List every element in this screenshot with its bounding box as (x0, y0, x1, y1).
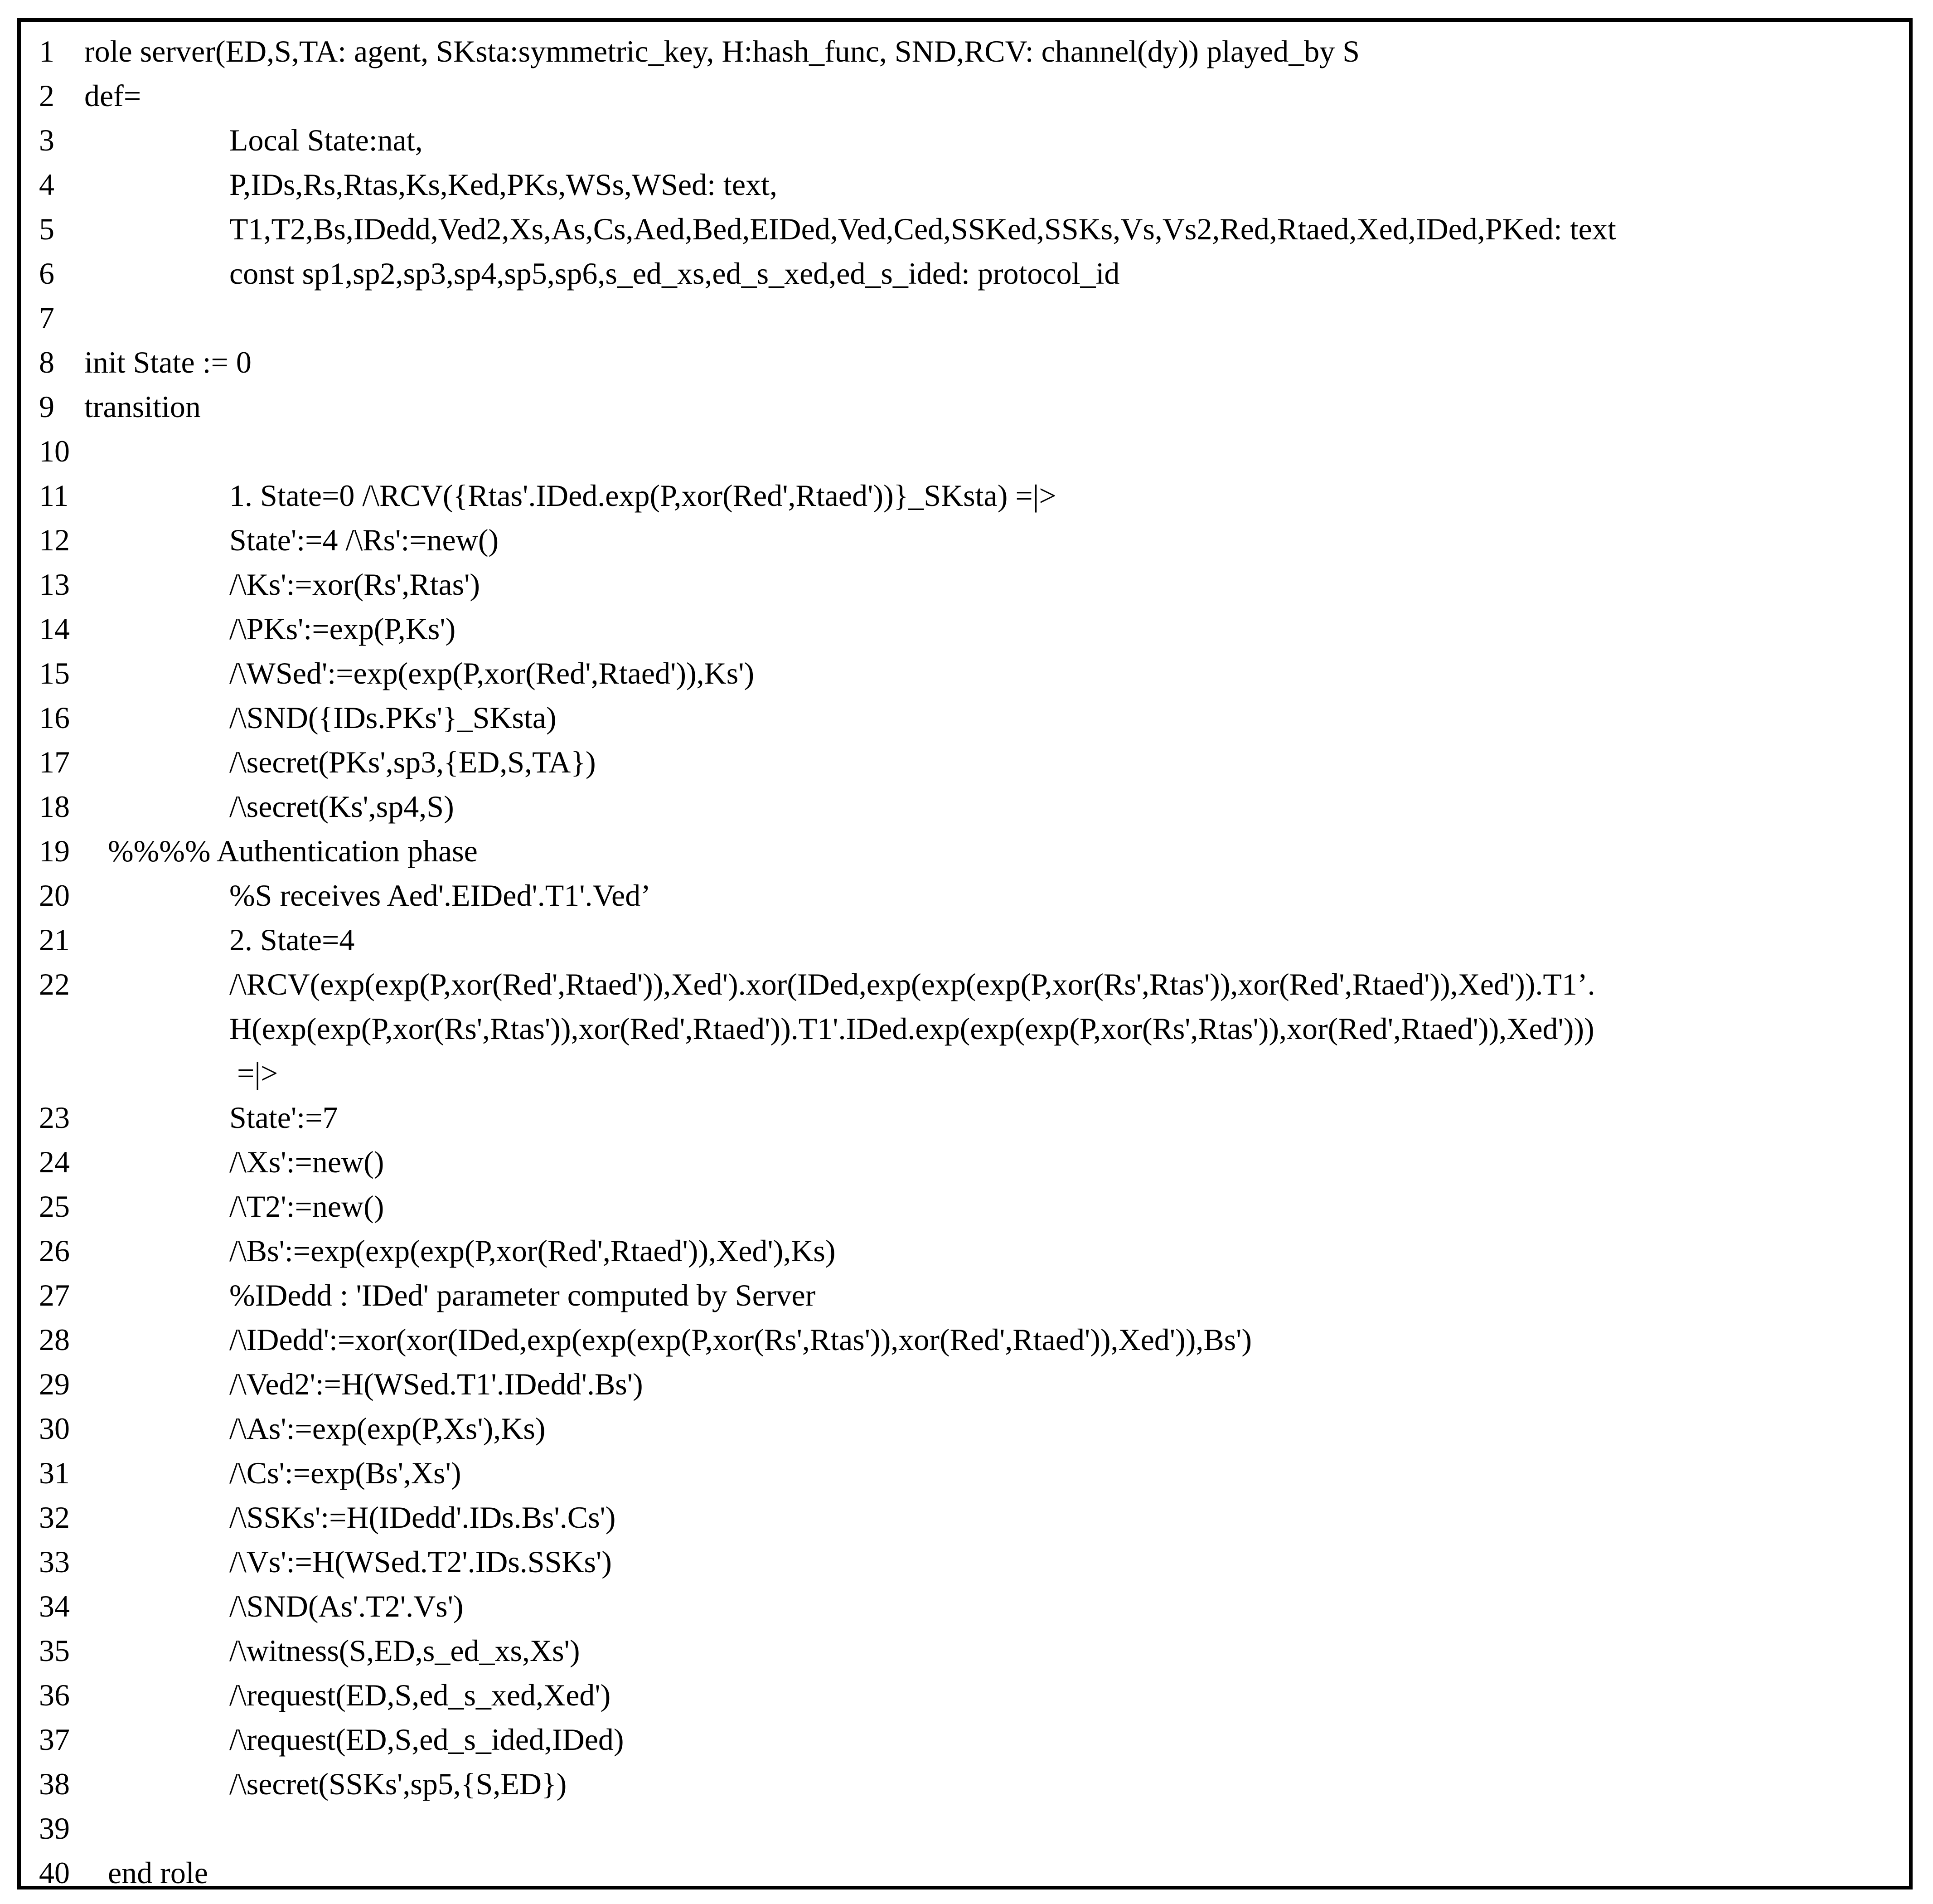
code-line (21, 1451, 1909, 1495)
code-line (21, 607, 1909, 651)
line-number: 8 (39, 345, 54, 379)
line-text: /\request(ED,S,ed_s_xed,Xed') (229, 1678, 611, 1712)
line-number: 7 (39, 301, 54, 335)
line-number: 20 (39, 878, 70, 913)
code-line (21, 740, 1909, 784)
line-number: 39 (39, 1811, 70, 1846)
line-number: 19 (39, 834, 70, 868)
line-text: State':=4 /\Rs':=new() (229, 523, 499, 557)
code-line (21, 1317, 1909, 1362)
line-number: 10 (39, 434, 70, 468)
line-text: role server(ED,S,TA: agent, SKsta:symmetric_key, H:hash_func, SND,RCV: channel(dy)) played_by S (84, 34, 1360, 68)
code-line (21, 1140, 1909, 1184)
line-text: /\SSKs':=H(IDedd'.IDs.Bs'.Cs') (229, 1500, 616, 1535)
code-line (21, 873, 1909, 918)
line-text: P,IDs,Rs,Rtas,Ks,Ked,PKs,WSs,WSed: text, (229, 167, 777, 202)
code-line (21, 1229, 1909, 1273)
line-text: end role (108, 1855, 208, 1890)
code-line (21, 1495, 1909, 1540)
code-listing (21, 22, 1909, 1890)
code-line (21, 1584, 1909, 1628)
line-text: T1,T2,Bs,IDedd,Ved2,Xs,As,Cs,Aed,Bed,EIDed,Ved,Ced,SSKed,SSKs,Vs,Vs2,Red,Rtaed,Xed,IDed,PKed: text (229, 212, 1616, 246)
line-text: /\witness(S,ED,s_ed_xs,Xs') (229, 1633, 580, 1668)
code-line (21, 29, 1909, 73)
line-number: 40 (39, 1855, 70, 1890)
code-line (21, 918, 1909, 962)
line-text: Local State:nat, (229, 123, 423, 157)
line-number: 26 (39, 1234, 70, 1268)
line-number: 38 (39, 1767, 70, 1801)
line-number: 18 (39, 789, 70, 824)
line-number: 33 (39, 1545, 70, 1579)
code-line (21, 1806, 1909, 1851)
code-listing-frame (17, 18, 1913, 1889)
line-number: 32 (39, 1500, 70, 1535)
line-text: transition (84, 389, 201, 424)
line-number: 23 (39, 1100, 70, 1135)
line-text: State':=7 (229, 1100, 338, 1135)
code-line (21, 384, 1909, 429)
line-number: 21 (39, 923, 70, 957)
line-text: /\SND(As'.T2'.Vs') (229, 1589, 464, 1623)
line-text: /\Vs':=H(WSed.T2'.IDs.SSKs') (229, 1545, 612, 1579)
code-line (21, 340, 1909, 384)
line-text: const sp1,sp2,sp3,sp4,sp5,sp6,s_ed_xs,ed_s_xed,ed_s_ided: protocol_id (229, 256, 1120, 291)
line-number: 5 (39, 212, 54, 246)
line-text: /\RCV(exp(exp(P,xor(Red',Rtaed')),Xed').xor(IDed,exp(exp(exp(P,xor(Rs',Rtas')),xor(Red',Rtaed')),Xed')).T1’. H(exp(exp(P,xor(Rs',Rtas')),xor(Red',Rtaed')).T1'.IDed.exp(exp(exp(P,xor(Rs',Rtas')),xor(Red',Rtaed')),Xed'))) =|> (229, 967, 1595, 1090)
line-text: /\Ks':=xor(Rs',Rtas') (229, 567, 480, 602)
code-line (21, 1273, 1909, 1317)
code-line (21, 695, 1909, 740)
code-line (21, 1362, 1909, 1406)
line-number: 15 (39, 656, 70, 690)
line-number: 22 (39, 967, 70, 1001)
code-line (21, 162, 1909, 207)
line-number: 11 (39, 478, 69, 513)
line-text: 2. State=4 (229, 923, 355, 957)
code-line (21, 429, 1909, 473)
line-number: 24 (39, 1145, 70, 1179)
line-number: 14 (39, 612, 70, 646)
code-line (21, 784, 1909, 829)
line-number: 34 (39, 1589, 70, 1623)
line-text: /\PKs':=exp(P,Ks') (229, 612, 456, 646)
line-text: /\T2':=new() (229, 1189, 384, 1224)
line-text: def= (84, 78, 141, 113)
line-number: 36 (39, 1678, 70, 1712)
line-number: 31 (39, 1456, 70, 1490)
line-text: /\secret(Ks',sp4,S) (229, 789, 454, 824)
code-line (21, 651, 1909, 695)
line-text: %%%% Authentication phase (108, 834, 478, 868)
code-line (21, 518, 1909, 562)
line-number: 25 (39, 1189, 70, 1224)
code-line (21, 1540, 1909, 1584)
code-line (21, 473, 1909, 518)
code-line (21, 829, 1909, 873)
code-line (21, 962, 1909, 1095)
line-number: 29 (39, 1367, 70, 1401)
line-text: /\Cs':=exp(Bs',Xs') (229, 1456, 461, 1490)
line-number: 9 (39, 389, 54, 424)
code-line (21, 251, 1909, 296)
line-number: 37 (39, 1722, 70, 1757)
code-line (21, 1851, 1909, 1895)
line-number: 30 (39, 1411, 70, 1446)
line-text: /\WSed':=exp(exp(P,xor(Red',Rtaed')),Ks') (229, 656, 755, 690)
line-text: /\Ved2':=H(WSed.T1'.IDedd'.Bs') (229, 1367, 643, 1401)
code-line (21, 1717, 1909, 1762)
line-number: 35 (39, 1633, 70, 1668)
line-text: /\SND({IDs.PKs'}_SKsta) (229, 700, 557, 735)
line-text: /\As':=exp(exp(P,Xs'),Ks) (229, 1411, 546, 1446)
line-text: /\IDedd':=xor(xor(IDed,exp(exp(exp(P,xor(Rs',Rtas')),xor(Red',Rtaed')),Xed')),Bs') (229, 1322, 1252, 1357)
code-line (21, 1095, 1909, 1140)
line-text: /\secret(SSKs',sp5,{S,ED}) (229, 1767, 567, 1801)
code-line (21, 1673, 1909, 1717)
code-line (21, 207, 1909, 251)
line-number: 6 (39, 256, 54, 291)
code-line (21, 118, 1909, 162)
line-number: 4 (39, 167, 54, 202)
line-number: 1 (39, 34, 54, 68)
line-number: 12 (39, 523, 70, 557)
line-text: 1. State=0 /\RCV({Rtas'.IDed.exp(P,xor(Red',Rtaed'))}_SKsta) =|> (229, 478, 1056, 513)
code-line (21, 73, 1909, 118)
code-line (21, 296, 1909, 340)
code-line (21, 1762, 1909, 1806)
line-text: %IDedd : 'IDed' parameter computed by Server (229, 1278, 816, 1312)
line-text: /\Xs':=new() (229, 1145, 384, 1179)
line-text: /\request(ED,S,ed_s_ided,IDed) (229, 1722, 624, 1757)
line-number: 28 (39, 1322, 70, 1357)
line-text: %S receives Aed'.EIDed'.T1'.Ved’ (229, 878, 651, 913)
code-line (21, 1406, 1909, 1451)
code-line (21, 1184, 1909, 1229)
line-number: 13 (39, 567, 70, 602)
line-text: /\secret(PKs',sp3,{ED,S,TA}) (229, 745, 596, 779)
line-text: init State := 0 (84, 345, 252, 379)
line-number: 2 (39, 78, 54, 113)
code-line (21, 562, 1909, 607)
line-number: 17 (39, 745, 70, 779)
line-number: 3 (39, 123, 54, 157)
line-number: 27 (39, 1278, 70, 1312)
code-line (21, 1628, 1909, 1673)
line-text: /\Bs':=exp(exp(exp(P,xor(Red',Rtaed')),Xed'),Ks) (229, 1234, 836, 1268)
line-number: 16 (39, 700, 70, 735)
